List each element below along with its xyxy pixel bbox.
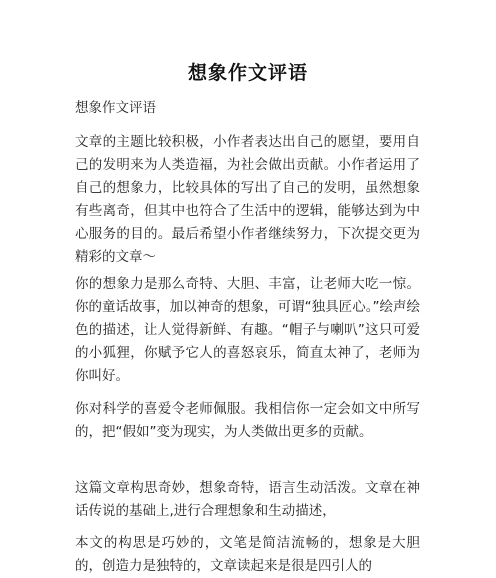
paragraph-2: 你的想象力是那么奇特、大胆、丰富，让老师大吃一惊。你的童话故事，加以神奇的想象，可谓“独具匠心。”绘声绘色的描述，让人觉得新鲜、有趣。“帽子与喇叭”这只可爱的小狐狸，你赋予它人的喜怒哀乐，简直太神了，老师为你叫好。 — [75, 276, 420, 384]
paragraph-3: 你对科学的喜爱令老师佩服。我相信你一定会如文中所写的，把“假如”变为现实，为人类做出更多的贡献。 — [75, 401, 420, 440]
paragraph-1: 文章的主题比较积极，小作者表达出自己的愿望，要用自己的发明来为人类造福，为社会做出贡献。小作者运用了自己的想象力，比较具体的写出了自己的发明，虽然想象有些离奇，但其中也符合了生活中的逻辑，能够达到为中心服务的目的。最后希望小作者继续努力，下次提交更为精彩的文章～ — [75, 134, 420, 265]
paragraph-4: 这篇文章构思奇妙，想象奇特，语言生动活泼。文章在神话传说的基础上,进行合理想象和生动描述， — [75, 480, 420, 519]
paragraph-5: 本文的构思是巧妙的，文笔是简洁流畅的，想象是大胆的，创造力是独特的，文章读起来是很是四引人的 — [75, 535, 420, 574]
document-subtitle: 想象作文评语 — [75, 100, 156, 116]
page-title: 想象作文评语 — [187, 62, 308, 84]
